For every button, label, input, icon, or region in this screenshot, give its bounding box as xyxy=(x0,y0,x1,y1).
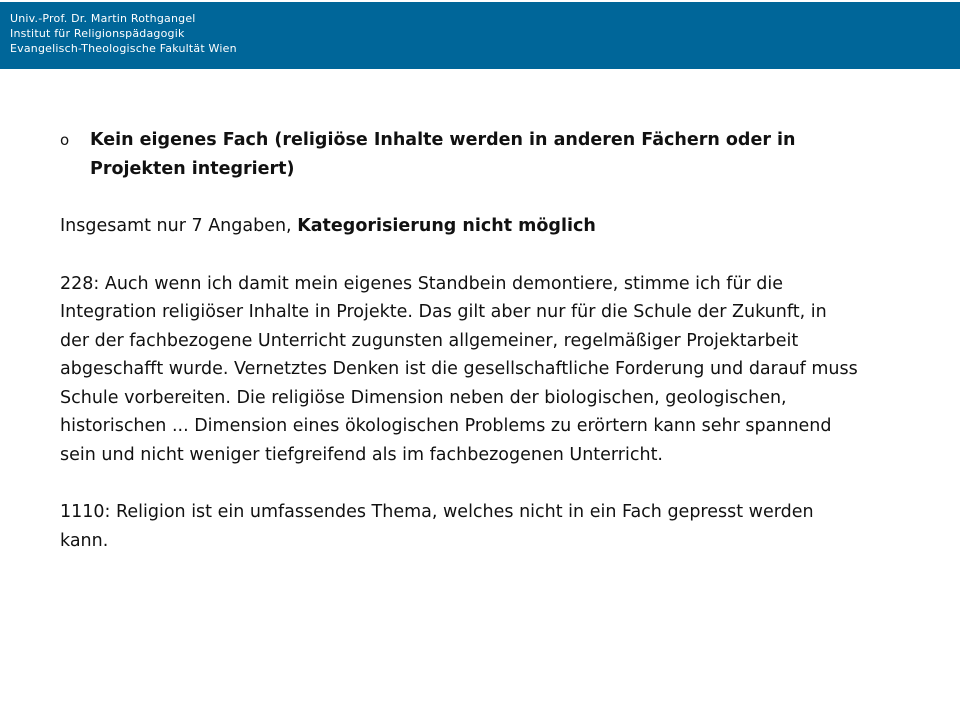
bullet-marker: o xyxy=(60,131,70,149)
summary-paragraph xyxy=(60,212,860,241)
header-text xyxy=(10,11,237,56)
summary-prefix: Insgesamt nur 7 Angaben, xyxy=(60,216,298,236)
quote-1110: 1110: Religion ist ein umfassendes Thema, welches nicht in ein Fach gepresst werden kann. xyxy=(60,502,814,551)
header-faculty: Evangelisch-Theologische Fakultät Wien xyxy=(10,42,237,55)
header-band xyxy=(0,2,960,69)
header-author: Univ.-Prof. Dr. Martin Rothgangel xyxy=(10,12,196,25)
quote-228: 228: Auch wenn ich damit mein eigenes Standbein demontiere, stimme ich für die Integration religiöser Inhalte in Projekte. Das gilt aber nur für die Schule der Zukunft, in der der fachbezogene Unterricht zugunsten allgemeiner, regelmäßiger Projektarbeit abgeschafft wurde. Vernetztes Denken ist die gesellschaftliche Forderung und darauf muss Schule vorbereiten. Die religiöse Dimension neben der biologischen, geologischen, historischen ... Dimension eines ökologischen Problems zu erörtern kann sehr spannend sein und nicht weniger tiefgreifend als im fachbezogenen Unterricht. xyxy=(60,273,858,465)
bullet-text: Kein eigenes Fach (religiöse Inhalte werden in anderen Fächern oder in Projekten integriert) xyxy=(90,130,796,179)
header-institute: Institut für Religionspädagogik xyxy=(10,27,185,40)
bullet-item xyxy=(60,126,860,183)
slide-content xyxy=(60,126,860,584)
summary-bold: Kategorisierung nicht möglich xyxy=(297,216,596,236)
